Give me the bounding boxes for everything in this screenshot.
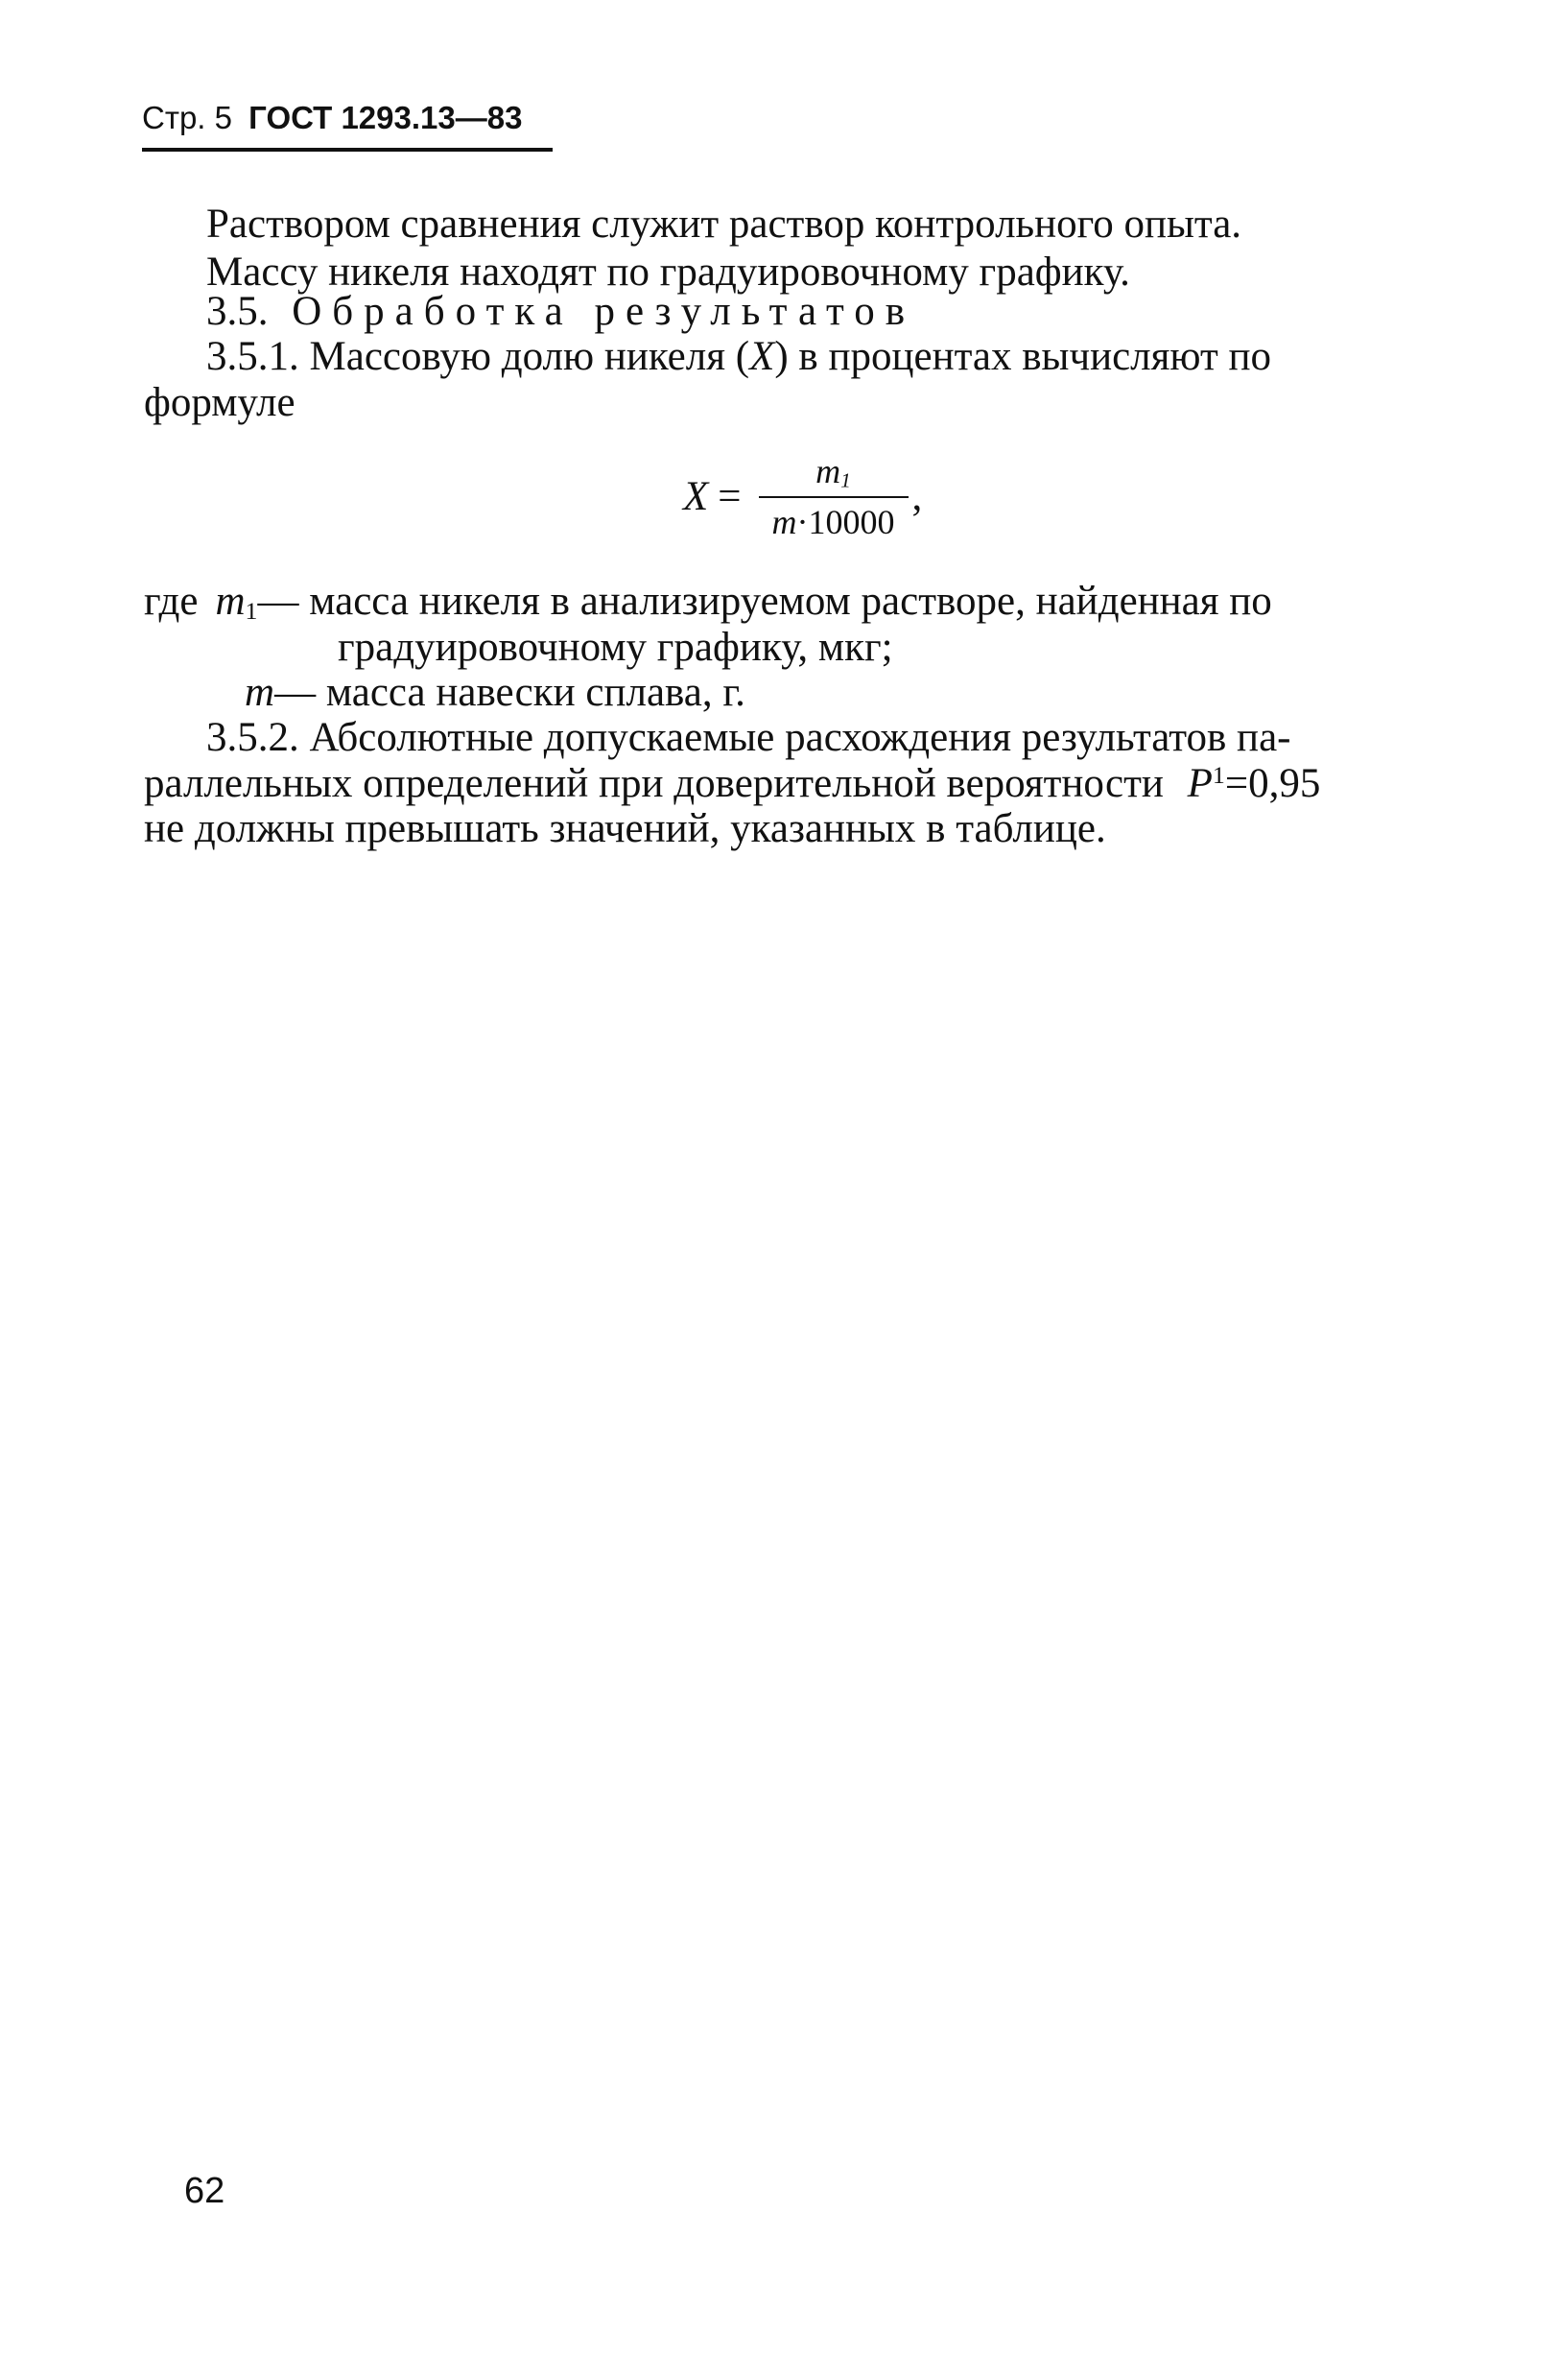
definition-m1-body: $m_1—$ масса никеля в анализируемом растворе, найденная по [215,579,1272,626]
paragraph-3-5-1-line2: формуле [144,380,295,425]
formula-denominator: m·10000 [771,503,895,542]
definition-m: m— масса навески сплава, г. [245,670,745,715]
formula-equals: = [718,474,742,520]
page-header [142,100,553,152]
paragraph-3-5-1-line1 [206,336,1480,377]
formula-numerator: $m_1$ [815,452,851,492]
variable-x: X [749,334,775,379]
paragraph-3-5-2-line3: не должны превышать значений, указанных в таблице. [144,806,1106,851]
formula [683,451,922,542]
paragraph-3-5-2-line1: 3.5.2. Абсолютные допускаемые расхождения результатов па- [206,715,1291,760]
formula-fraction [759,451,909,542]
formula-lhs: X [683,474,709,520]
p351-start: 3.5.1. Массовую долю никеля (X) в процентах вычисляют по [206,334,1272,379]
header-page-label: Стр. 5 [142,100,232,135]
paragraph-3-5-2-line2: раллельных определений при доверительной вероятности $P^1=0,95$ [144,761,1321,807]
definition-m1-line1 [144,581,1480,624]
definition-m1-line2: градуировочному графику, мкг; [338,625,893,670]
text-line-comparison-solution: Раствором сравнения служит раствор контрольного опыта. [206,202,1242,247]
variable-p: P [1187,761,1213,807]
page-number: 62 [184,2171,225,2211]
formula-comma: , [911,474,923,520]
section-heading [206,291,915,332]
text-line-nickel-mass: Массу никеля находят по градуировочному графику. [206,250,1130,295]
header-standard-number: ГОСТ 1293.13—83 [248,100,523,135]
where-word: где [144,579,199,624]
section-title: Обработка результатов [292,289,915,334]
section-number: 3.5. [206,289,269,334]
